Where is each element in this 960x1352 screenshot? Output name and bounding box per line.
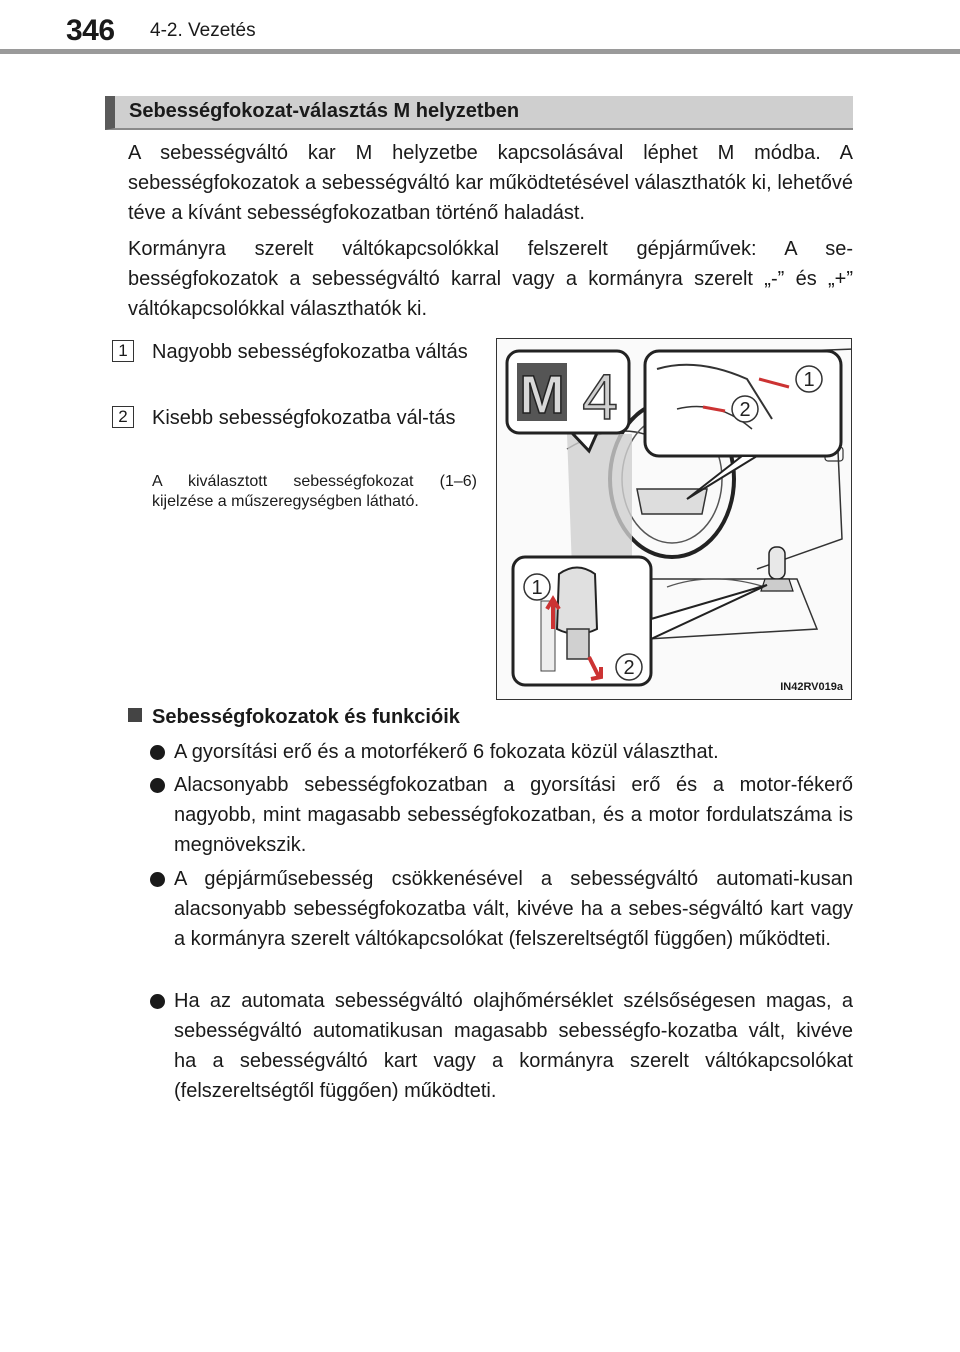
bullet-text: A gépjárműsebesség csökkenésével a sebességváltó automati-kusan alacsonyabb sebességfokozatba vált, kivéve ha a sebes-ségváltó kart vagy a kormányra szerelt váltókapcsolókat (felszereltségtől függően) működteti.: [174, 868, 853, 950]
legend-number-2: 2: [112, 406, 134, 428]
paddle-callout-1: 1: [803, 369, 815, 391]
gear-indicator-note: A kiválasztott sebességfokozat (1–6) kijelzése a műszeregységben látható.: [152, 473, 477, 510]
bullet-dot-icon: [150, 872, 165, 887]
display-gear-letter: M: [519, 365, 565, 425]
legend-text-upshift: Nagyobb sebességfokozatba váltás: [152, 341, 468, 363]
bullet-text: Ha az automata sebességváltó olajhőmérséklet szélsőségesen magas, a sebességváltó automatikusan magasabb sebességfo-kozatba vált, kivéve ha a sebességváltó kart vagy a kormányra szerelt váltókapcsolókat (felszereltségtől függően) működteti.: [174, 990, 853, 1102]
illustration-drawing: [497, 339, 852, 700]
paddle-callout-2: 2: [739, 399, 751, 421]
figure-code: IN42RV019a: [780, 681, 843, 693]
legend-text-downshift: Kisebb sebességfokozatba vál-tás: [152, 407, 456, 429]
display-gear-digit: 4: [582, 361, 618, 433]
section-title: Sebességfokozat-választás M helyzetben: [129, 100, 520, 122]
subsection-title: Sebességfokozatok és funkcióik: [152, 706, 460, 728]
lever-callout-1: 1: [531, 577, 543, 599]
bullet-dot-icon: [150, 745, 165, 760]
gear-shift-illustration: [496, 338, 852, 700]
lever-callout-2: 2: [623, 657, 635, 679]
bullet-dot-icon: [150, 994, 165, 1009]
legend-number-1: 1: [112, 340, 134, 362]
header-rule: [0, 49, 960, 54]
bullet-text: A gyorsítási erő és a motorfékerő 6 fokozata közül választhat.: [174, 741, 719, 763]
paddle-shifter-paragraph: Kormányra szerelt váltókapcsolókkal felszerelt gépjárművek: A se-bességfokozatok a sebességváltó karral vagy a kormányra szerelt „-” és „+” váltókapcsolókkal választhatók ki.: [128, 238, 853, 320]
square-bullet-icon: [128, 708, 142, 722]
bullet-text: Alacsonyabb sebességfokozatban a gyorsítási erő és a motor-fékerő nagyobb, mint magasabb sebességfokozatban, és a motor fordulatszáma is megnövekszik.: [174, 774, 853, 856]
intro-paragraph: A sebességváltó kar M helyzetbe kapcsolásával léphet M módba. A sebességfokozatok a sebességváltó kar működtetésével választhatók ki, lehetővé téve a kívánt sebességfokozatban történő haladást.: [128, 142, 853, 224]
page-number: 346: [66, 14, 115, 47]
subsection-heading: [128, 706, 460, 729]
chapter-title: 4-2. Vezetés: [150, 20, 256, 41]
bullet-dot-icon: [150, 778, 165, 793]
section-heading-bar: [105, 96, 853, 130]
